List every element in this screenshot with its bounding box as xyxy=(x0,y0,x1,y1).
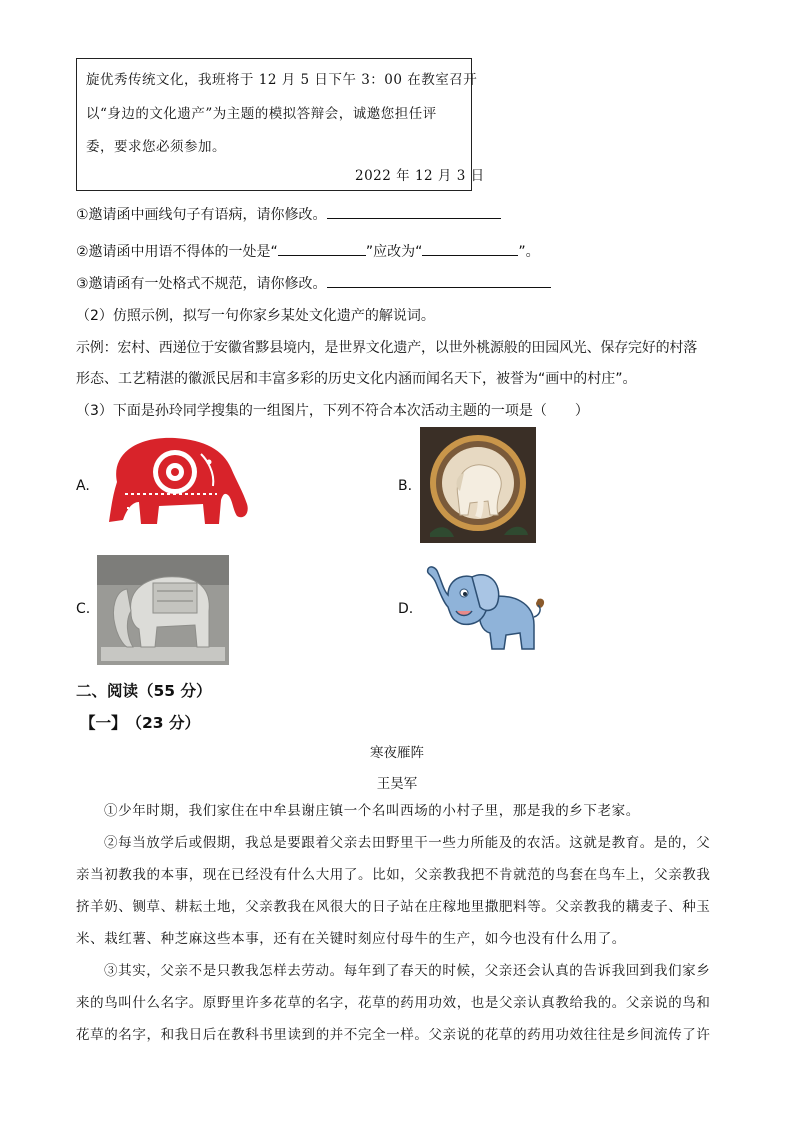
answer-blank-3[interactable] xyxy=(327,273,551,288)
question-1 xyxy=(76,204,501,224)
part-3-prompt: （3）下面是孙玲同学搜集的一组图片，下列不符合本次活动主题的一项是（ ） xyxy=(76,403,589,419)
example-line-1: 示例：宏村、西递位于安徽省黟县境内，是世界文化遗产，以世外桃源般的田园风光、保存完好的村落 xyxy=(76,340,697,356)
answer-blank-1[interactable] xyxy=(327,204,501,219)
section-title: 二、阅读（55 分） xyxy=(76,682,212,700)
article-paragraph-2-line-2: 亲当初教我的本事，现在已经没有什么大用了。比如，父亲教我把不肯就范的鸟套在鸟车上，父亲教我 xyxy=(76,867,711,883)
article-paragraph-3-line-2: 来的鸟叫什么名字。原野里许多花草的名字，花草的药用功效，也是父亲认真教给我的。父亲说的鸟和 xyxy=(76,995,711,1011)
article-title: 寒夜雁阵 xyxy=(370,745,424,761)
invitation-date: 2022 年 12 月 3 日 xyxy=(355,168,485,184)
option-b-label[interactable]: B. xyxy=(398,478,413,494)
article-paragraph-2-line-3: 挤羊奶、铡草、耕耘土地，父亲教我在风很大的日子站在庄稼地里撒肥料等。父亲教我的耩麦子、种玉 xyxy=(76,899,711,915)
example-line-2: 形态、工艺精湛的徽派民居和丰富多彩的历史文化内涵而闻名天下，被誉为“画中的村庄”。 xyxy=(76,371,637,387)
part-2-prompt: （2）仿照示例，拟写一句你家乡某处文化遗产的解说词。 xyxy=(76,308,435,324)
question-2-text-b: ”应改为“ xyxy=(365,244,423,260)
question-2-text-c: ”。 xyxy=(518,244,540,260)
invitation-line-1: 旋优秀传统文化，我班将于 12 月 5 日下午 3：00 在教室召开 xyxy=(86,72,478,88)
answer-blank-2b[interactable] xyxy=(422,241,518,256)
invitation-line-2: 以“身边的文化遗产”为主题的模拟答辩会，诚邀您担任评 xyxy=(86,106,437,122)
option-a-papercut-elephant-image[interactable] xyxy=(97,432,253,530)
question-3 xyxy=(76,273,551,293)
option-c-stone-elephant-image[interactable] xyxy=(97,555,229,665)
article-paragraph-2-line-1: ②每当放学后或假期，我总是要跟着父亲去田野里干一些力所能及的农活。这就是教育。是的，父 xyxy=(104,835,711,851)
question-2 xyxy=(76,241,540,261)
option-d-cartoon-elephant-image[interactable] xyxy=(418,563,548,655)
article-paragraph-1: ①少年时期，我们家住在中牟县谢庄镇一个名叫西场的小村子里，那是我的乡下老家。 xyxy=(104,803,640,819)
answer-blank-2a[interactable] xyxy=(278,241,366,256)
article-paragraph-2-line-4: 米、栽红薯、种芝麻这些本事，还有在关键时刻应付母牛的生产，如今也没有什么用了。 xyxy=(76,931,626,947)
section-subtitle: 【一】 （23 分） xyxy=(80,714,200,732)
option-d-label[interactable]: D. xyxy=(398,601,414,617)
question-1-text: ①邀请函中画线句子有语病，请你修改。 xyxy=(76,207,327,223)
article-paragraph-3-line-1: ③其实，父亲不是只教我怎样去劳动。每年到了春天的时候，父亲还会认真的告诉我回到我们家乡 xyxy=(104,963,711,979)
invitation-line-3: 委，要求您必须参加。 xyxy=(86,139,226,155)
option-b-carved-elephant-image[interactable] xyxy=(420,427,536,543)
question-3-text: ③邀请函有一处格式不规范，请你修改。 xyxy=(76,276,327,292)
question-2-text-a: ②邀请函中用语不得体的一处是“ xyxy=(76,244,278,260)
article-author: 王昊军 xyxy=(376,776,418,792)
option-c-label[interactable]: C. xyxy=(76,601,91,617)
article-paragraph-3-line-3: 花草的名字，和我日后在教科书里读到的并不完全一样。父亲说的花草的药用功效往往是乡间流传了许 xyxy=(76,1027,711,1043)
option-a-label[interactable]: A. xyxy=(76,478,90,494)
